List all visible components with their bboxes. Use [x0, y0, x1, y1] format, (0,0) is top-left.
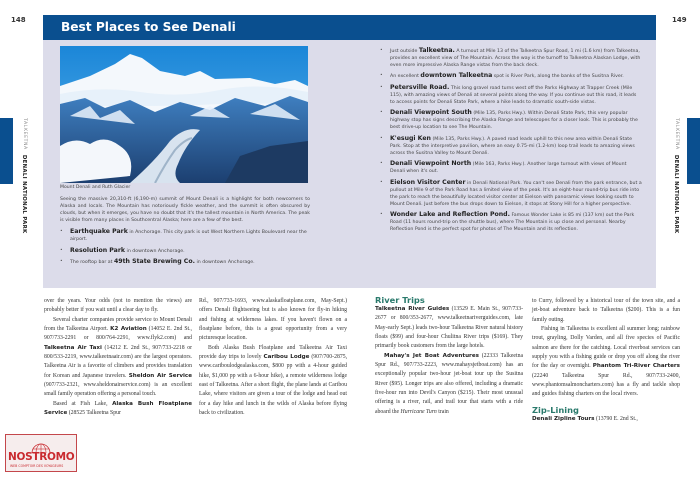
right-section-tab — [687, 118, 700, 184]
business-name: Caribou Lodge — [263, 354, 310, 361]
viewpoint-item: • Just outside Talkeetna. A turnout at Mile 13 of the Talkeetna Spur Road, 1 mi (1.6 km) from Talkeetna, provides an excellent view of The Mountain. Across the way is the turnoff to Talkeetna Alaskan Lodge, with even more impressive Alaska Range vistas from the back deck. — [380, 47, 642, 69]
right-running-header — [667, 118, 686, 234]
viewpoint-name: 49th State Brewing Co. — [113, 258, 195, 266]
train-name: Hurricane Turn — [400, 408, 437, 415]
paragraph: Fishing in Talkeetna is excellent all summer long; rainbow trout, grayling, Dolly Varden, and all five species of Pacific salmon are there for the catching. Local riverboat services can supply you with a fishing guide or drop you off along the river for the day or overnight. Phantom Tri-River Charters (22240 Talkeetna Spur Rd., 907/733-2400, www.phantomsalmoncharters.com) has a fly and tackle shop and guides fishing charters on the local rivers. — [532, 326, 680, 398]
business-name: Sheldon Air Service — [128, 372, 192, 379]
business-name: Talkeetna River Guides — [375, 306, 450, 312]
viewpoint-name: Talkeetna. — [418, 47, 455, 54]
paragraph: Both Alaska Bush Floatplane and Talkeetna Air Taxi provide day trips to lovely Caribou Lodge (907/700-2875, www.cariboulodgealaska.com, $800 pp with a 4-hour guided hike, $1,000 pp with a 6-hour hike), a remote wilderness lodge east of Talkeetna. After a short flight, the plane lands at Caribou Lake, where visitors are given a tour of the lodge and head out for a day hike and lunch in the wilds of Alaska before flying back to civilization. — [199, 344, 348, 417]
photo-caption: Mount Denali and Ruth Glacier — [60, 185, 131, 190]
page-number-right: 149 — [672, 16, 687, 24]
viewpoint-item: • Eielson Visitor Center in Denali National Park. You can't see Denali from the park entrance, but a pullout at Mile 9 of the Park Road has a limited view of the peak. It's an eight-hour round-trip bus ride into the park to reach the beautifully located visitor center at Eielson with panoramic views looking south to Mount Denali. Just before the bus drops down to Eielson, it stops at Stony Hill for a higher perspective. — [380, 179, 642, 208]
body-column-2 — [199, 297, 347, 418]
viewpoint-list-right — [380, 47, 642, 233]
paragraph: Denali Zipline Tours (13790 E. 2nd St., — [532, 415, 638, 422]
body-column-3 — [375, 294, 523, 417]
viewpoint-name: Denali Viewpoint North — [390, 160, 472, 168]
paragraph: Several charter companies provide service to Mount Denali from the Talkeetna Airport. K2 Aviation (14052 E. 2nd St., 907/733-2291 or 800/764-2291, www.flyk2.com) and Talkeetna Air Taxi (14212 E. 2nd St., 907/733-2218 or 800/533-2219, www.talkeetnaair.com) are the largest operators. Talkeetna Air is a favorite of climbers and provides translation for Korean and Japanese travelers. Sheldon Air Service (907/733-2321, www.sheldonairservice.com) is an excellent small family operation offering a personal touch. — [44, 316, 192, 398]
right-running-title: DENALI NATIONAL PARK — [673, 154, 679, 234]
viewpoint-name: Wonder Lake and Reflection Pond. — [390, 211, 510, 219]
viewpoint-name: Denali Viewpoint South — [390, 109, 472, 117]
section-heading-zip-lining: Zip-Lining — [532, 404, 579, 415]
viewpoint-item: • Earthquake Park in Anchorage. This city park is out West Northern Lights Boulevard near the airport. — [60, 228, 310, 243]
business-name: Talkeetna Air Taxi — [44, 344, 102, 351]
section-heading-river-trips: River Trips — [375, 295, 425, 305]
watermark-tagline: WEB COMPTOIR DES VOYAGEURS — [10, 464, 64, 468]
viewpoint-name: Petersville Road. — [390, 83, 450, 91]
feature-box — [43, 15, 656, 288]
body-column-1 — [44, 297, 192, 418]
page-number-left: 148 — [11, 16, 26, 24]
left-running-header — [15, 118, 34, 234]
viewpoint-name: Earthquake Park — [70, 228, 128, 236]
viewpoint-name: K'esugi Ken — [390, 134, 431, 142]
body-column-4 — [532, 297, 680, 424]
paragraph: Rd., 907/733-1693, www.alaskafloatplane.com, May-Sept.) offers Denali flightseeing but is also known for fly-in hiking and fishing at wilderness lakes. If you haven't flown on a floatplane before, this is a great opportunity from a very picturesque location. — [199, 298, 347, 342]
box-left-column — [60, 196, 310, 269]
mountain-illustration — [60, 46, 308, 183]
viewpoint-item: • The rooftop bar at 49th State Brewing Co. in downtown Anchorage. — [60, 258, 310, 266]
paragraph: Based at Fish Lake, Alaska Bush Floatplane Service (28525 Talkeetna Spur — [44, 400, 192, 417]
business-name: Denali Zipline Tours — [532, 415, 595, 422]
viewpoint-item: • Petersville Road. This long gravel road turns west off the Parks Highway at Trapper Creek (Mile 115), with amazing views of Denali at several points along the way. If you continue out this road, it leads to access points for Denali State Park, where a hike leads to dramatic south-side vistas. — [380, 84, 642, 106]
viewpoint-item: • Denali Viewpoint North (Mile 163, Parks Hwy.). Another large turnout with views of Mount Denali when it's out. — [380, 160, 642, 175]
paragraph: Mahay's Jet Boat Adventures (22333 Talkeetna Spur Rd., 907/733-2223, www.mahaysjetboat.com) has an exceptionally popular two-hour jet-boat tour up the Susitna River ($95). Longer trips are also offered, including a dramatic five-hour run into Devil's Canyon ($215). Their most unusual offering is a river, rail, and trail tour that starts with a ride aboard the Hurricane Turn train — [375, 352, 524, 415]
viewpoint-item: • Denali Viewpoint South (Mile 135, Parks Hwy.). Within Denali State Park, this very popular highway stop has signs describing the Alaska Range and telescopes for a closer look. This is probably the best drive-up location to see The Mountain. — [380, 109, 642, 131]
left-running-title: DENALI NATIONAL PARK — [21, 154, 27, 234]
viewpoint-item: • K'esugi Ken (Mile 135, Parks Hwy.). A paved road leads uphill to this new area within Denali State Park. Stop at the interpretive pavilion, where an easy 0.75-mi (1.2-km) loop trail leads to amazing views across the Susitna Valley to Mount Denali. — [380, 135, 642, 157]
left-running-subtitle: TALKEETNA — [22, 118, 27, 150]
box-intro: Seeing the massive 20,310-ft (6,190-m) summit of Mount Denali is a highlight for both newcomers to Alaska and locals. The Mountain has notoriously fickle weather, and the summit is often obscured by clouds, but when it emerges, you have no doubt that it's the tallest mountain in North America. The peak is visible from many places in Southcentral Alaska; here are a few of the best. — [60, 197, 310, 224]
viewpoint-list-left — [60, 228, 310, 266]
business-name: K2 Aviation — [110, 326, 147, 333]
denali-photo — [60, 46, 308, 183]
feature-box-header — [43, 15, 656, 40]
right-running-subtitle: TALKEETNA — [674, 118, 679, 150]
business-name: Phantom Tri-River Charters — [592, 363, 680, 370]
viewpoint-item: • Wonder Lake and Reflection Pond. Famous Wonder Lake is 85 mi (137 km) out the Park Road (11 hours round-trip on the shuttle bus), where The Mountain is up close and personal. Nearby Reflection Pond is the perfect spot for photos of The Mountain and its reflection. — [380, 211, 642, 233]
viewpoint-item: • An excellent downtown Talkeetna spot is River Park, along the banks of the Susitna River. — [380, 72, 642, 80]
paragraph: to Curry, followed by a historical tour of the town site, and a jet-boat adventure back to Talkeetna ($200). This is a fun family outing. — [532, 298, 680, 323]
business-name: Mahay's Jet Boat Adventures — [384, 352, 479, 359]
box-right-column — [380, 47, 642, 237]
left-section-tab — [0, 118, 13, 184]
viewpoint-name: Resolution Park — [70, 246, 126, 254]
nostromo-watermark-logo — [5, 434, 77, 472]
watermark-brand: NOSTROMO — [8, 451, 75, 463]
paragraph: Talkeetna River Guides (13529 E. Main St., 907/733-2677 or 800/353-2677, www.talkeetnariverguides.com, late May-early Sept.) leads two-hour Talkeetna River natural history floats ($99) and four-hour Chulitna River trips ($169). They primarily book customers from the large hotels. — [375, 306, 524, 350]
viewpoint-name: downtown Talkeetna — [420, 72, 493, 80]
feature-box-title: Best Places to See Denali — [61, 20, 236, 34]
business-name: Alaska Bush Floatplane Service — [44, 400, 192, 417]
viewpoint-item: • Resolution Park in downtown Anchorage. — [60, 247, 310, 255]
paragraph: over the years. Your odds (not to mention the views) are probably better if you wait until a clear day to fly. — [44, 298, 192, 314]
viewpoint-name: Eielson Visitor Center — [390, 178, 466, 186]
